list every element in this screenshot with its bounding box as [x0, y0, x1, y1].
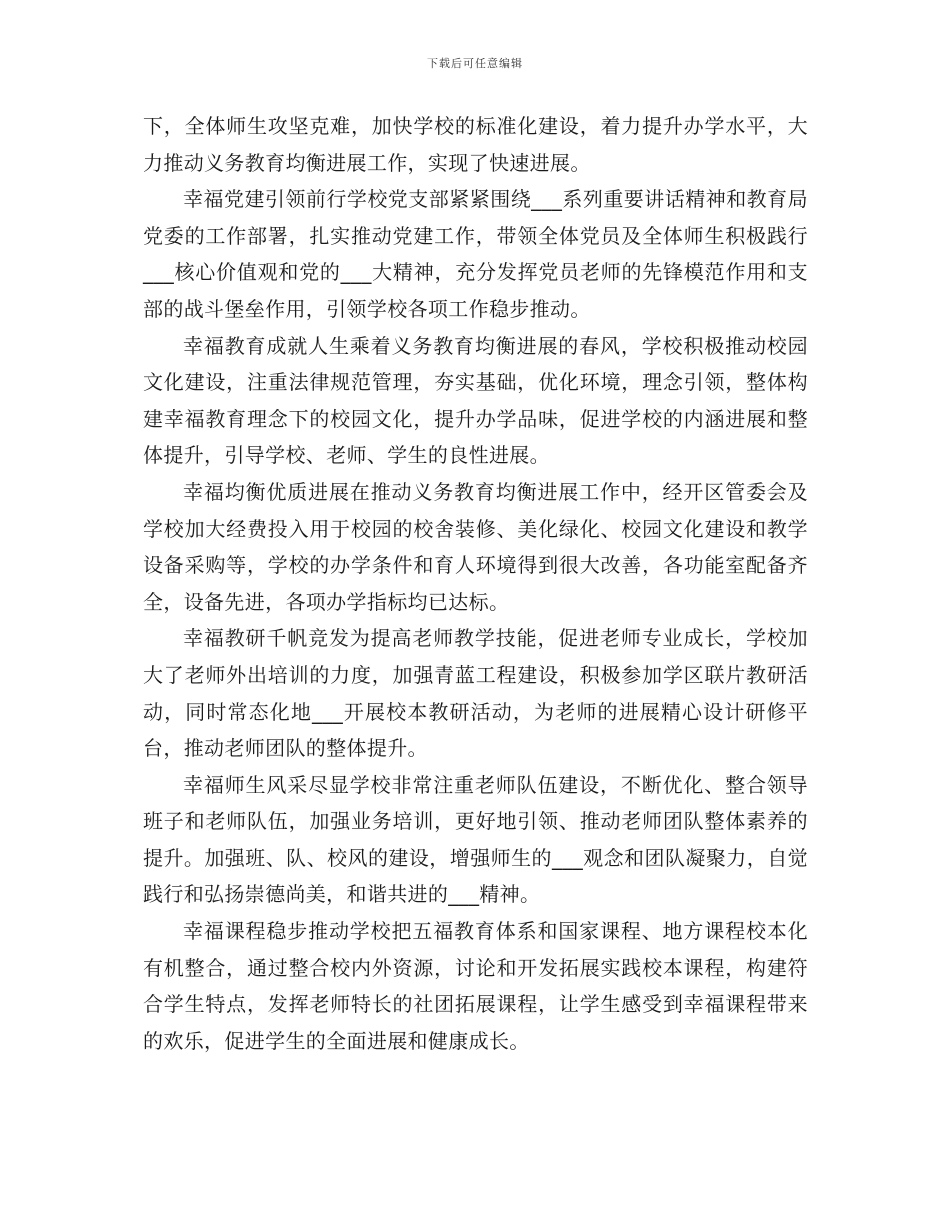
- paragraph-teaching-research: 幸福教研千帆竞发为提高老师教学技能，促进老师专业成长，学校加大了老师外出培训的力度，加强青蓝工程建设，积极参加学区联片教研活动，同时常态化地___开展校本教研活动，为老师的进展精心设计研修平台，推动老师团队的整体提升。: [143, 626, 808, 761]
- paragraph-curriculum: 幸福课程稳步推动学校把五福教育体系和国家课程、地方课程校本化有机整合，通过整合校内外资源，讨论和开发拓展实践校本课程，构建符合学生特点，发挥老师特长的社团拓展课程，让学生感受到幸福课程带来的欢乐，促进学生的全面进展和健康成长。: [143, 919, 808, 1053]
- paragraph-continuation: 下，全体师生攻坚克难，加快学校的标准化建设，着力提升办学水平，大力推动义务教育均衡进展工作，实现了快速进展。: [143, 114, 808, 175]
- paragraph-teachers-students: 幸福师生风采尽显学校非常注重老师队伍建设，不断优化、整合领导班子和老师队伍，加强业务培训，更好地引领、推动老师团队整体素养的提升。加强班、队、校风的建设，增强师生的___观念和团队凝聚力，自觉践行和弘扬崇德尚美，和谐共进的___精神。: [143, 772, 808, 907]
- paragraph-balanced-development: 幸福均衡优质进展在推动义务教育均衡进展工作中，经开区管委会及学校加大经费投入用于校园的校舍装修、美化绿化、校园文化建设和教学设备采购等，学校的办学条件和育人环境得到很大改善，各功能室配备齐全，设备先进，各项办学指标均已达标。: [143, 479, 808, 614]
- paragraph-happy-education: 幸福教育成就人生乘着义务教育均衡进展的春风，学校积极推动校园文化建设，注重法律规范管理，夯实基础，优化环境，理念引领，整体构建幸福教育理念下的校园文化，提升办学品味，促进学校的内涵进展和整体提升，引导学校、老师、学生的良性进展。: [143, 333, 808, 468]
- header-note: 下载后可任意编辑: [427, 57, 523, 70]
- paragraph-party-building: 幸福党建引领前行学校党支部紧紧围绕___系列重要讲话精神和教育局党委的工作部署，扎实推动党建工作，带领全体党员及全体师生积极践行___核心价值观和党的___大精神，充分发挥党员老师的先锋模范作用和支部的战斗堡垒作用，引领学校各项工作稳步推动。: [143, 187, 808, 321]
- document-body: [143, 108, 808, 1059]
